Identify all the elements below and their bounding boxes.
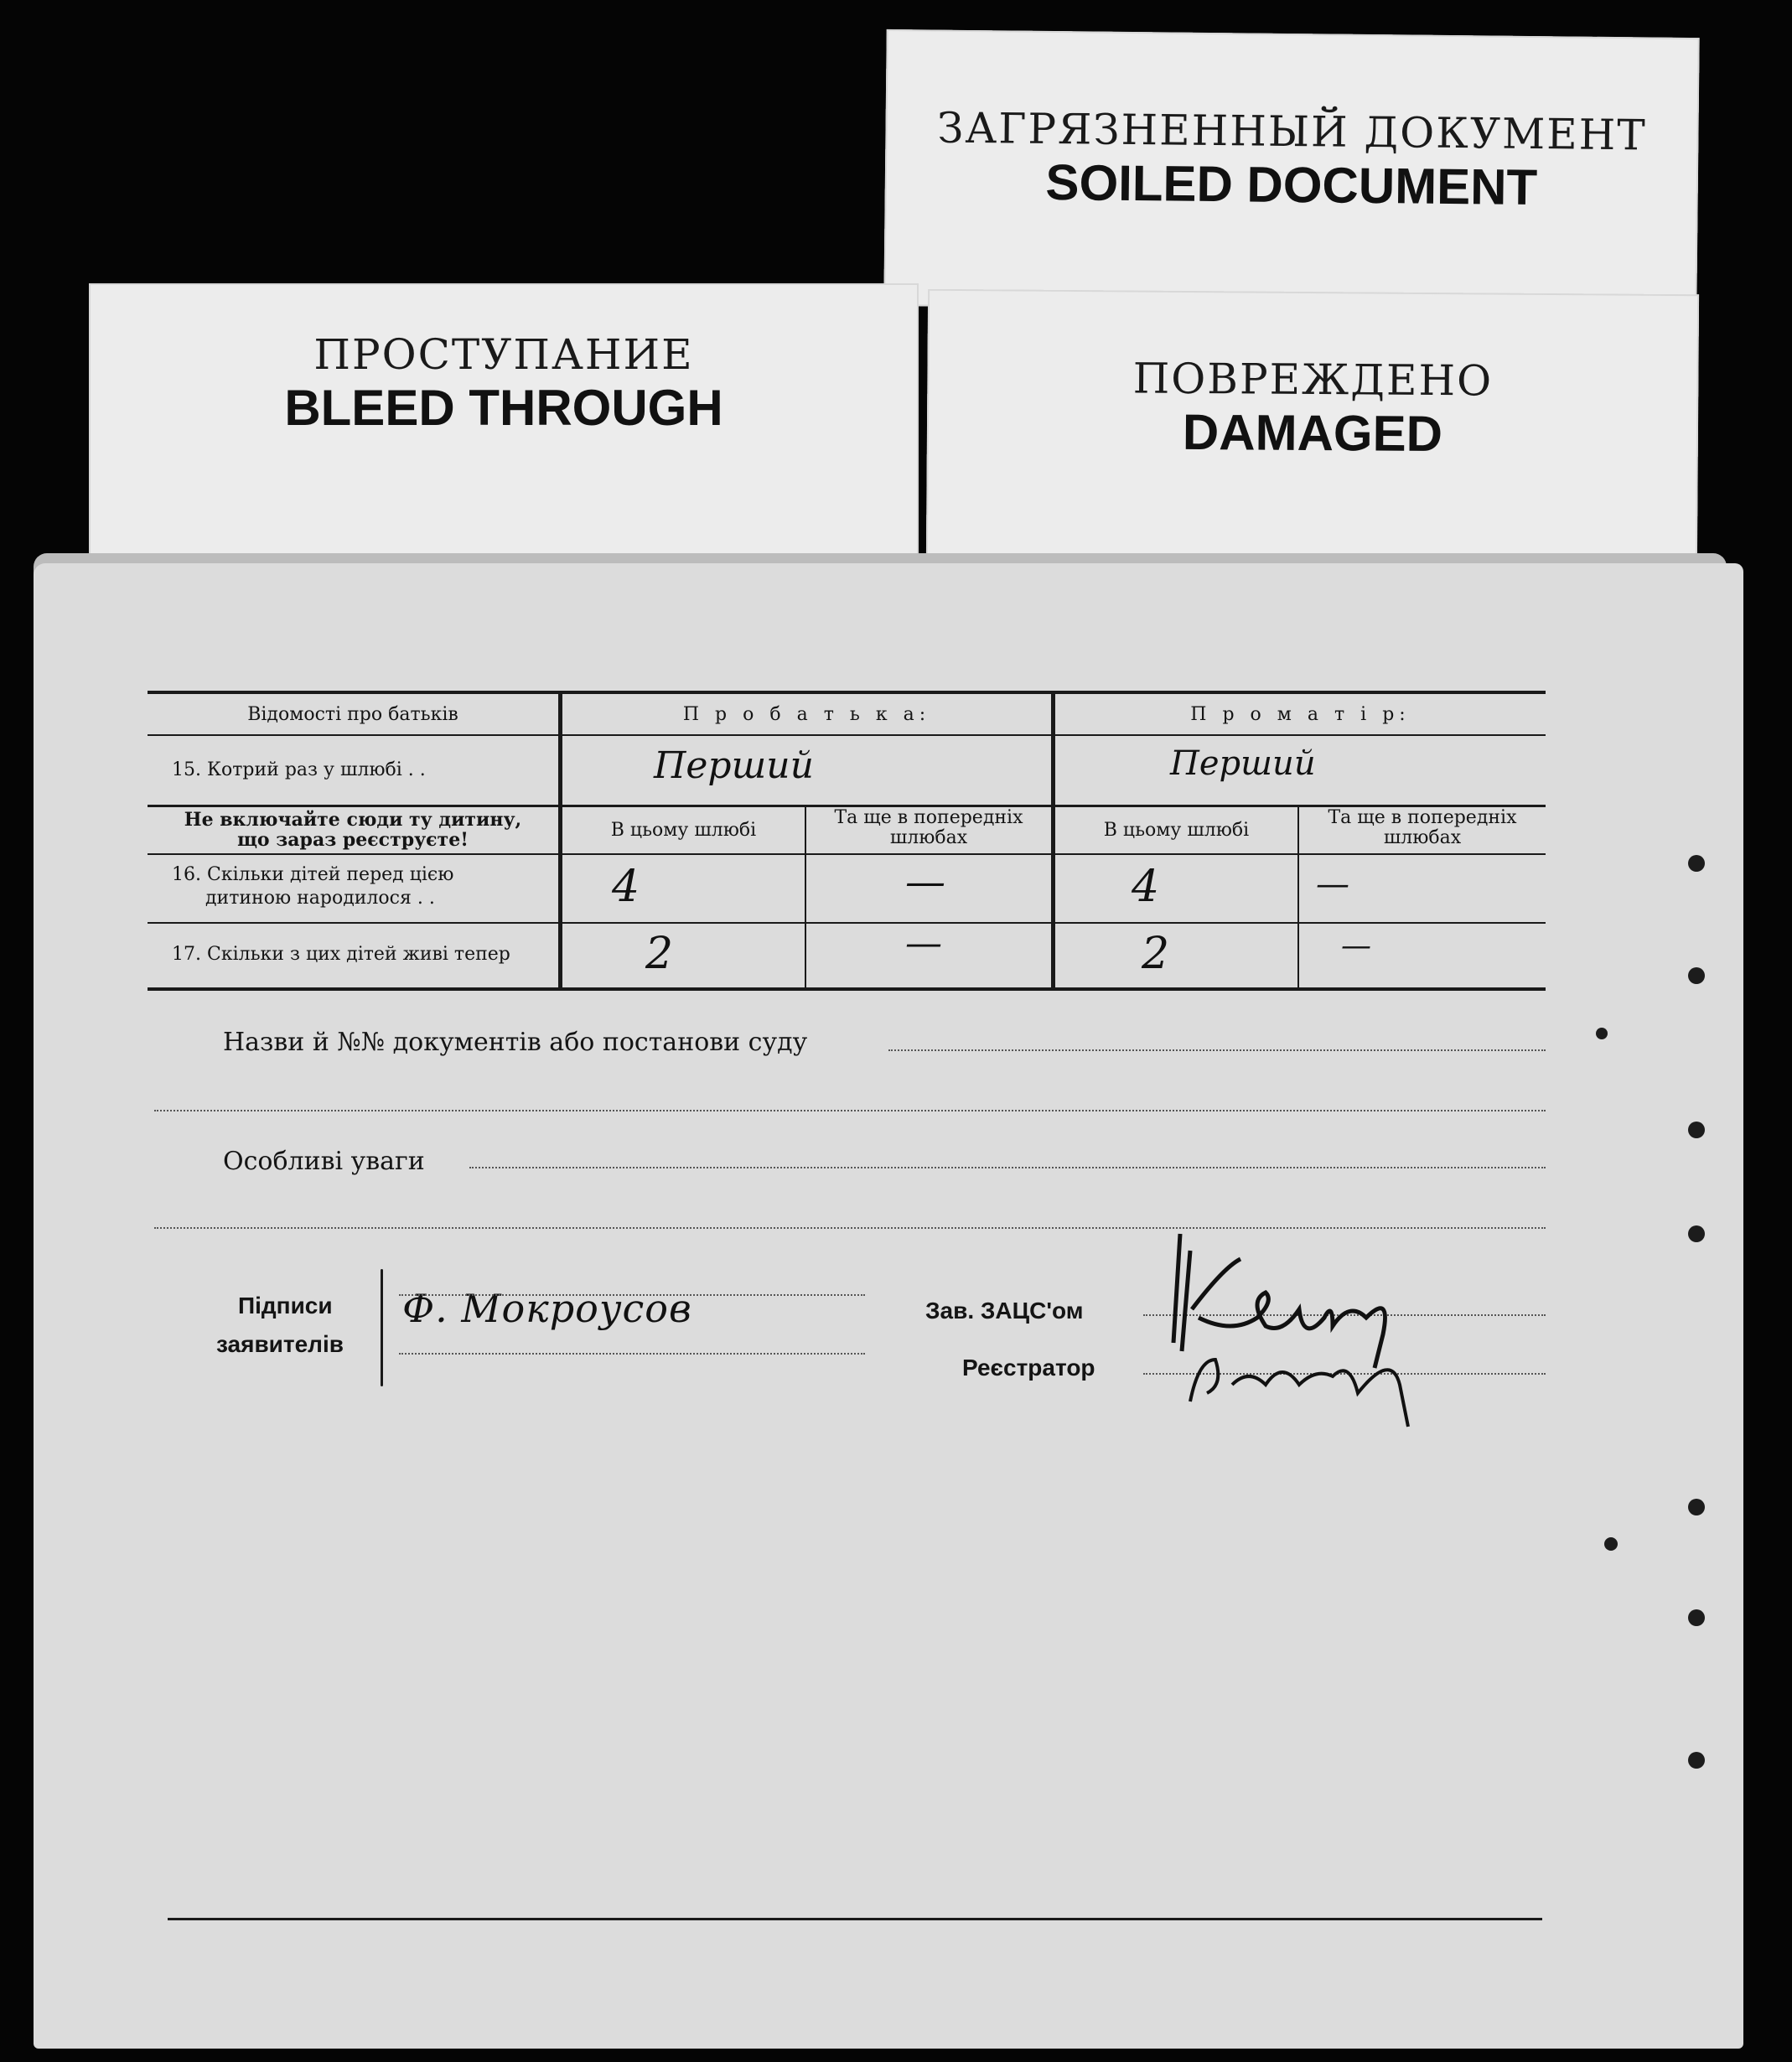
row16-label-1: 16. Скільки дітей перед цією — [172, 864, 454, 885]
punch-hole — [1688, 1225, 1705, 1242]
bleed-tag-en: BLEED THROUGH — [284, 380, 723, 436]
registrar-label: Реєстратор — [962, 1355, 1095, 1381]
bottom-rule — [168, 1918, 1542, 1920]
damaged-tag-en: DAMAGED — [1182, 403, 1443, 463]
signature-field-2 — [399, 1353, 865, 1355]
punch-hole — [1596, 1028, 1608, 1039]
damaged-tag — [926, 289, 1699, 564]
bleed-tag-ru: ПРОСТУПАНИЕ — [313, 330, 694, 379]
table-rule — [148, 734, 1546, 736]
row17-mother-prev: — — [1341, 929, 1371, 963]
row15-mother-value: Перший — [1170, 744, 1316, 783]
col-father-prev-2: шлюбах — [889, 827, 968, 848]
row17-father-prev: — — [905, 922, 942, 965]
col-mother-prev-1: Та ще в попередніх — [1328, 807, 1517, 828]
punch-hole — [1604, 1537, 1618, 1551]
header-parents-info: Відомості про батьків — [247, 704, 458, 725]
note-line-1: Не включайте сюди ту дитину, — [184, 809, 522, 831]
row16-mother-prev: — — [1316, 865, 1349, 904]
remarks-label: Особливі уваги — [223, 1147, 425, 1176]
soiled-document-tag — [883, 29, 1699, 314]
row17-label: 17. Скільки з цих дітей живі тепер — [172, 944, 510, 965]
row16-father-prev: — — [905, 858, 945, 905]
row17-father-this: 2 — [645, 929, 674, 979]
soiled-tag-ru: ЗАГРЯЗНЕННЫЙ ДОКУМЕНТ — [937, 103, 1647, 160]
documents-field — [888, 1049, 1546, 1051]
bleed-through-tag — [89, 283, 919, 568]
damaged-tag-ru: ПОВРЕЖДЕНО — [1132, 354, 1494, 406]
soiled-tag-en: SOILED DOCUMENT — [1045, 153, 1538, 216]
row15-label: 15. Котрий раз у шлюбі . . — [172, 759, 426, 780]
row16-father-this: 4 — [612, 862, 640, 912]
table-rule — [148, 922, 1546, 924]
row15-father-value: Перший — [654, 744, 814, 787]
table-divider — [558, 694, 562, 989]
signatures-brace — [381, 1269, 383, 1386]
note-line-2: що зараз реєструєте! — [237, 829, 469, 851]
official-signatures — [1140, 1217, 1425, 1435]
document-page — [34, 563, 1743, 2049]
col-father-this-marriage: В цьому шлюбі — [610, 820, 757, 841]
row16-label-2: дитиною народилося . . — [205, 888, 435, 909]
signatures-label-2: заявителів — [216, 1331, 344, 1357]
punch-hole — [1688, 1752, 1705, 1769]
documents-field-line-2 — [154, 1110, 1546, 1111]
remarks-field — [469, 1167, 1546, 1168]
table-bottom-rule — [148, 987, 1546, 991]
signature-field-1 — [399, 1294, 865, 1296]
punch-hole — [1688, 1122, 1705, 1138]
signatures-label-1: Підписи — [238, 1293, 333, 1319]
punch-hole — [1688, 855, 1705, 872]
col-mother-this-marriage: В цьому шлюбі — [1103, 820, 1250, 841]
applicant-signature: Ф. Мокроусов — [402, 1286, 692, 1331]
punch-hole — [1688, 1499, 1705, 1515]
punch-hole — [1688, 1609, 1705, 1626]
head-label: Зав. ЗАЦС'ом — [925, 1298, 1084, 1324]
col-father-prev-1: Та ще в попередніх — [834, 807, 1023, 828]
table-rule — [148, 853, 1546, 855]
documents-label: Назви й №№ документів або постанови суду — [223, 1028, 808, 1057]
table-divider — [1051, 694, 1055, 989]
row16-mother-this: 4 — [1132, 862, 1160, 912]
punch-hole — [1688, 967, 1705, 984]
col-mother-prev-2: шлюбах — [1383, 827, 1462, 848]
header-mother: П р о м а т і р: — [1190, 704, 1411, 725]
row17-mother-this: 2 — [1142, 929, 1170, 979]
header-father: П р о б а т ь к а: — [682, 704, 931, 725]
table-top-rule — [148, 691, 1546, 694]
